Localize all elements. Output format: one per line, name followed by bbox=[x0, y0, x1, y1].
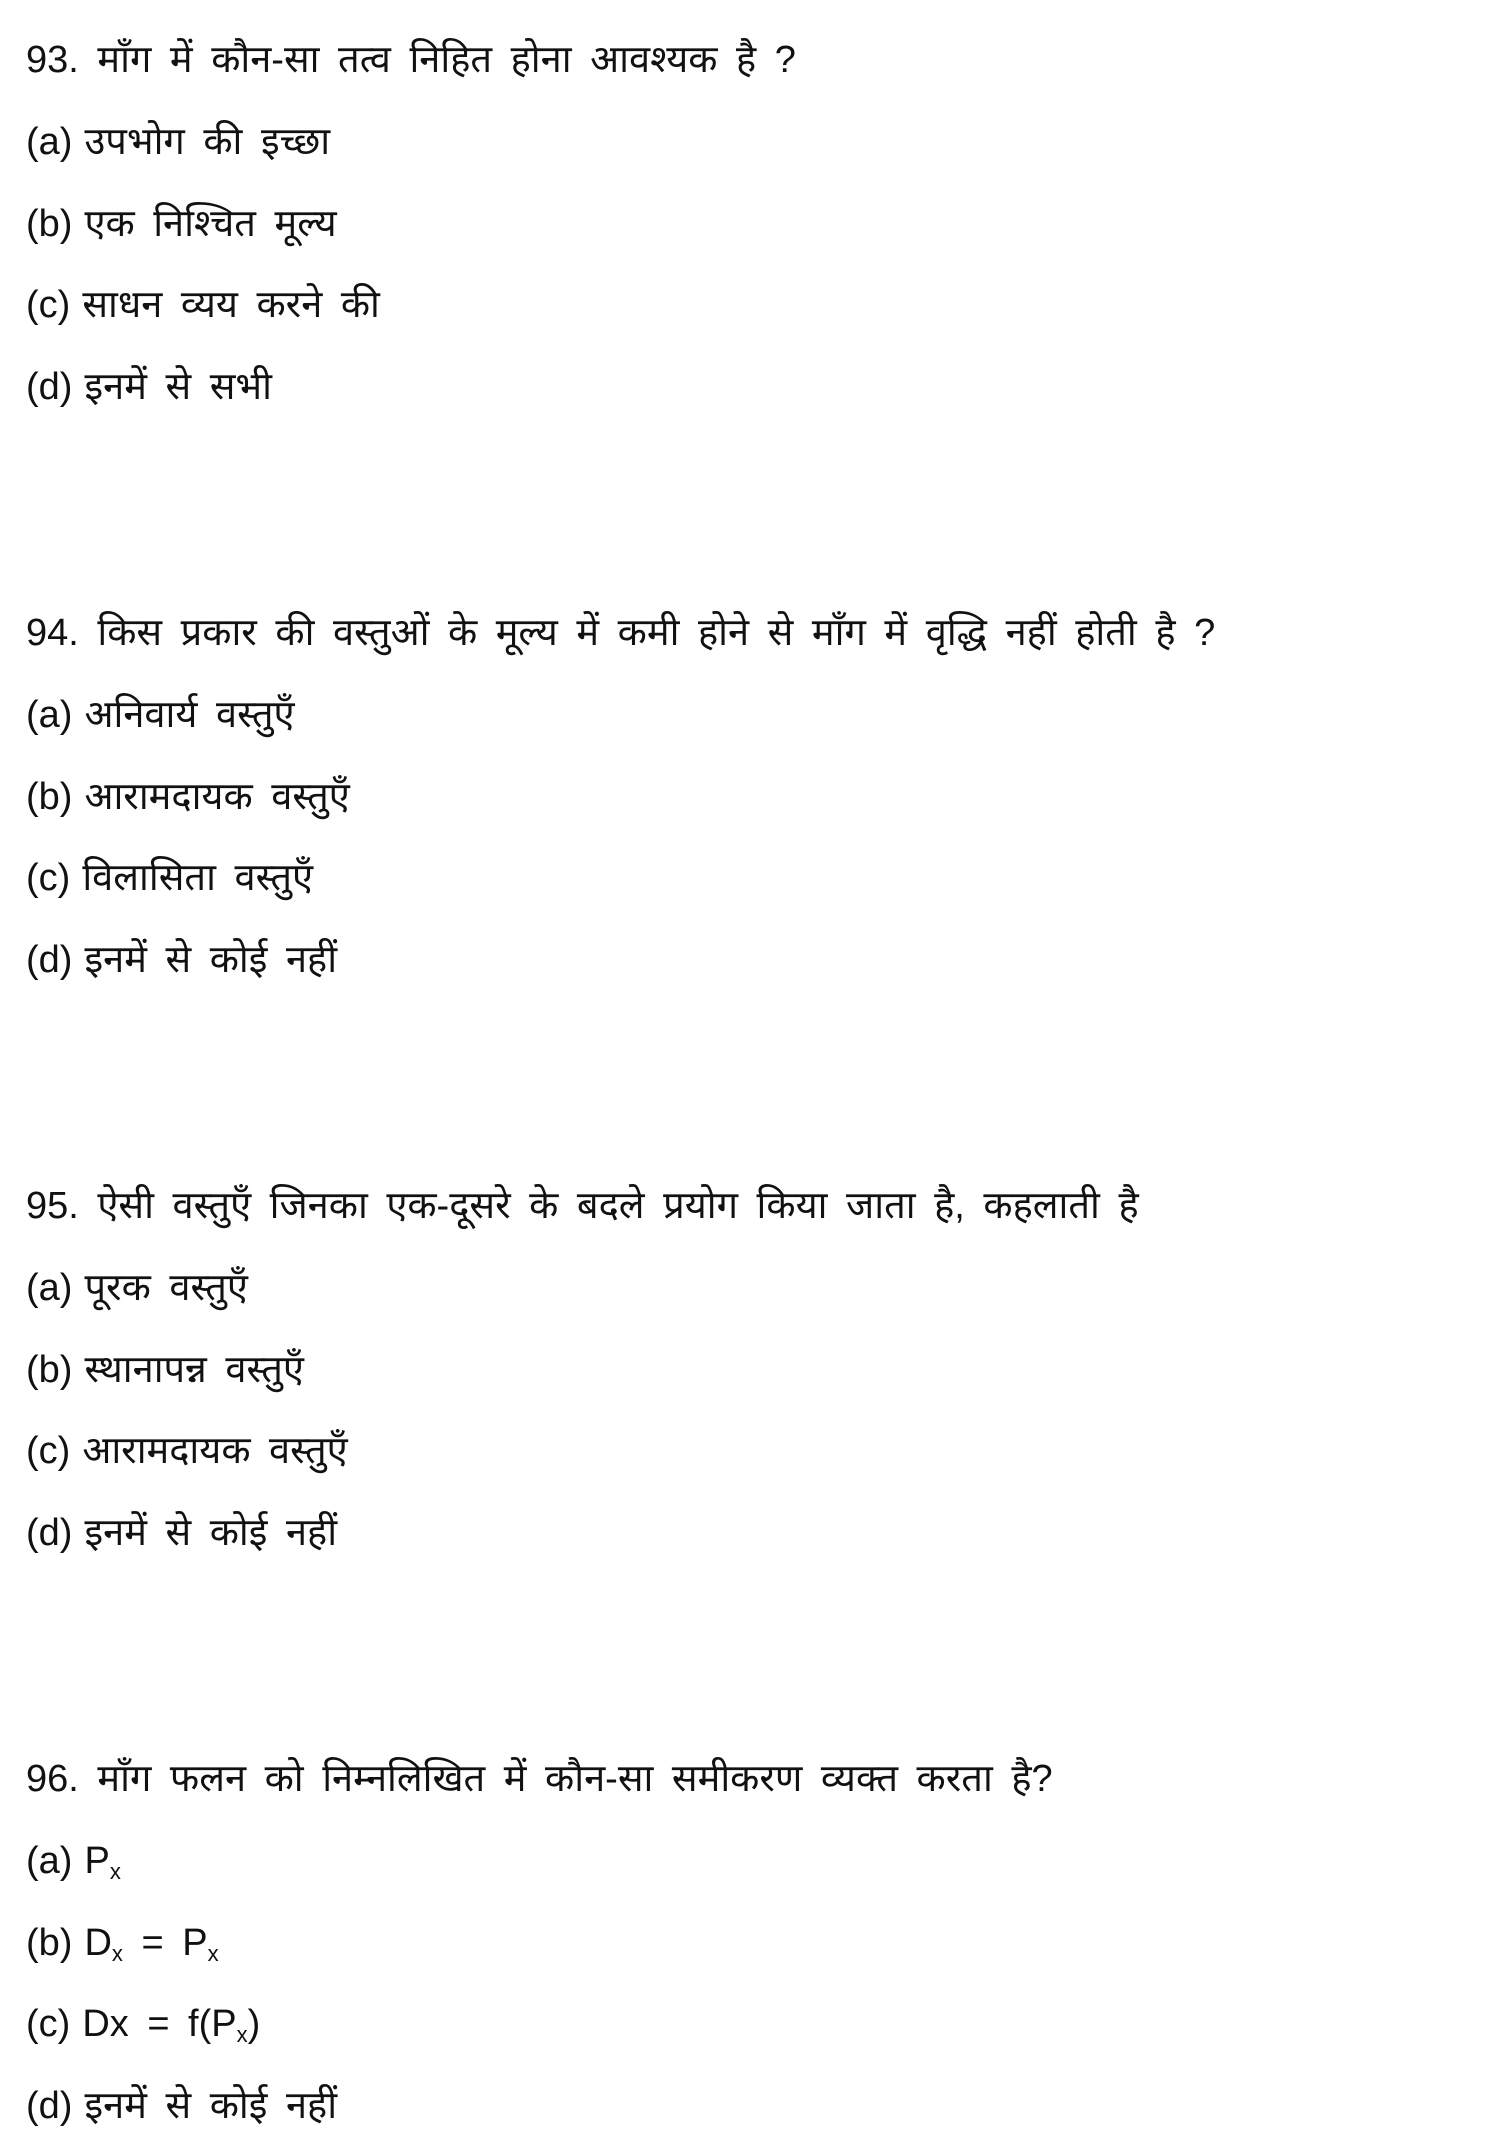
option-label: (a) bbox=[26, 693, 73, 736]
option-d bbox=[26, 1493, 1505, 1575]
text-part: उपभोग की इच्छा bbox=[84, 120, 331, 163]
option-b bbox=[26, 757, 1505, 839]
text-part: ) bbox=[247, 2003, 261, 2046]
text-part: = P bbox=[122, 1921, 208, 1964]
text-part: Dx = f(P bbox=[82, 2003, 237, 2046]
question-block bbox=[26, 1739, 1505, 2148]
option-text bbox=[82, 2003, 261, 2048]
question-number: 96. bbox=[26, 1757, 79, 1800]
option-text bbox=[82, 1430, 347, 1472]
text-part: स्थानापन्न वस्तुएँ bbox=[84, 1348, 304, 1391]
text-part: इनमें से कोई नहीं bbox=[84, 2085, 338, 2128]
question-number: 94. bbox=[26, 611, 79, 654]
option-text bbox=[84, 776, 349, 818]
option-c bbox=[26, 1411, 1505, 1493]
option-c bbox=[26, 1984, 1505, 2066]
text-part: आरामदायक वस्तुएँ bbox=[84, 775, 350, 818]
option-text bbox=[84, 1512, 337, 1554]
text-part: इनमें से कोई नहीं bbox=[84, 939, 338, 982]
text-part: विलासिता वस्तुएँ bbox=[82, 857, 314, 900]
option-label: (b) bbox=[26, 202, 73, 245]
question-line bbox=[26, 593, 1505, 675]
text-part: एक निश्चित मूल्य bbox=[84, 202, 337, 245]
option-a bbox=[26, 102, 1505, 184]
question-text: ऐसी वस्तुएँ जिनका एक-दूसरे के बदले प्रयोग किया जाता है, कहलाती है bbox=[97, 1184, 1139, 1227]
option-text bbox=[84, 203, 336, 245]
question-block bbox=[26, 20, 1505, 429]
question-text: माँग में कौन-सा तत्व निहित होना आवश्यक है ? bbox=[97, 39, 796, 81]
option-b bbox=[26, 184, 1505, 266]
text-part: पूरक वस्तुएँ bbox=[84, 1266, 248, 1309]
text-part: D bbox=[84, 1921, 112, 1964]
option-d bbox=[26, 347, 1505, 429]
question-block bbox=[26, 593, 1505, 1002]
text-part: आरामदायक वस्तुएँ bbox=[82, 1430, 348, 1473]
question-text: माँग फलन को निम्नलिखित में कौन-सा समीकरण व्यक्त करता है? bbox=[97, 1757, 1053, 1800]
subscript: x bbox=[236, 2022, 248, 2048]
option-label: (a) bbox=[26, 120, 73, 163]
option-text bbox=[84, 939, 337, 981]
option-label: (b) bbox=[26, 775, 73, 818]
question-number: 93. bbox=[26, 39, 79, 81]
option-text bbox=[84, 1922, 218, 1964]
option-label: (a) bbox=[26, 1839, 73, 1882]
text-part: P bbox=[84, 1839, 110, 1882]
question-line bbox=[26, 1166, 1505, 1248]
option-d bbox=[26, 2066, 1505, 2148]
option-label: (d) bbox=[26, 2085, 73, 2128]
option-label: (c) bbox=[26, 2003, 71, 2046]
option-text bbox=[84, 1840, 120, 1882]
option-label: (c) bbox=[26, 857, 71, 900]
option-text bbox=[82, 857, 313, 899]
option-text bbox=[84, 694, 294, 736]
subscript: x bbox=[207, 1940, 219, 1966]
text-part: अनिवार्य वस्तुएँ bbox=[84, 693, 295, 736]
option-a bbox=[26, 675, 1505, 757]
subscript: x bbox=[109, 1858, 121, 1884]
option-b bbox=[26, 1903, 1505, 1985]
option-a bbox=[26, 1821, 1505, 1903]
question-block bbox=[26, 1166, 1505, 1575]
option-text bbox=[84, 1349, 303, 1391]
option-label: (b) bbox=[26, 1921, 73, 1964]
question-text: किस प्रकार की वस्तुओं के मूल्य में कमी होने से माँग में वृद्धि नहीं होती है ? bbox=[97, 611, 1216, 654]
option-a bbox=[26, 1248, 1505, 1330]
option-label: (d) bbox=[26, 1512, 73, 1555]
option-text bbox=[84, 366, 272, 408]
option-text bbox=[84, 121, 330, 163]
option-label: (b) bbox=[26, 1348, 73, 1391]
question-line bbox=[26, 1739, 1505, 1821]
option-c bbox=[26, 265, 1505, 347]
option-b bbox=[26, 1330, 1505, 1412]
option-label: (d) bbox=[26, 939, 73, 982]
option-c bbox=[26, 838, 1505, 920]
option-text bbox=[82, 284, 380, 326]
question-line bbox=[26, 20, 1505, 102]
text-part: इनमें से कोई नहीं bbox=[84, 1512, 338, 1555]
option-label: (c) bbox=[26, 1430, 71, 1473]
option-text bbox=[84, 2085, 337, 2127]
option-d bbox=[26, 920, 1505, 1002]
text-part: इनमें से सभी bbox=[84, 366, 272, 409]
option-label: (d) bbox=[26, 366, 73, 409]
text-part: साधन व्यय करने की bbox=[82, 284, 380, 327]
subscript: x bbox=[111, 1940, 123, 1966]
option-label: (a) bbox=[26, 1266, 73, 1309]
option-label: (c) bbox=[26, 284, 71, 327]
option-text bbox=[84, 1267, 247, 1309]
question-number: 95. bbox=[26, 1184, 79, 1227]
